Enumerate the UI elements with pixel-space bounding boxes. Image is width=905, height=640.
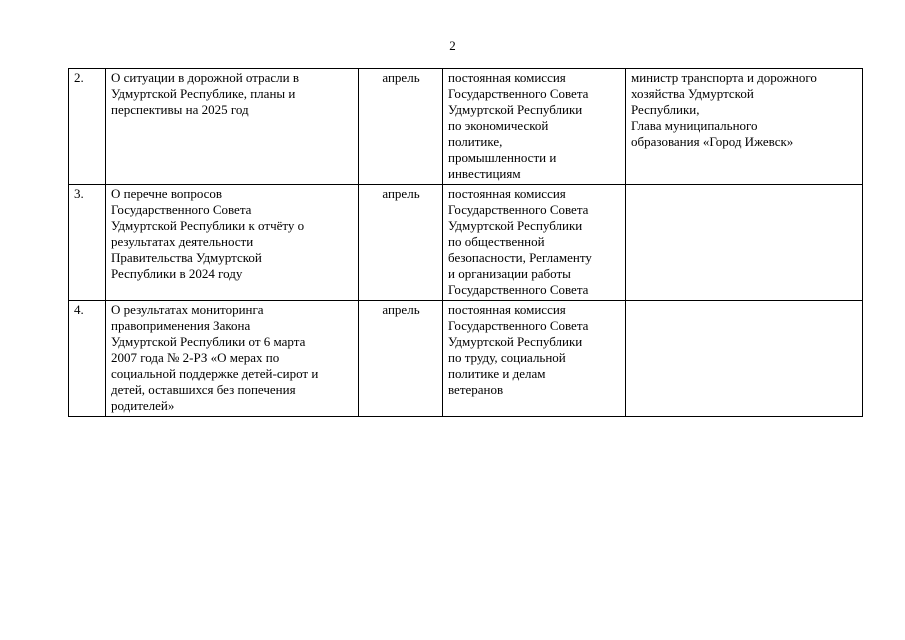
speaker-line: Республики, (631, 102, 700, 117)
topic-cell (106, 69, 359, 185)
topic-line: социальной поддержке детей-сирот и (111, 366, 319, 381)
topic-line: правоприменения Закона (111, 318, 251, 333)
topic-line: О результатах мониторинга (111, 302, 264, 317)
speaker-line: Глава муниципального (631, 118, 758, 133)
topic-cell (106, 301, 359, 417)
responsible-line: и организации работы (448, 266, 571, 281)
responsible-line: Удмуртской Республики (448, 218, 583, 233)
row-number-cell (69, 301, 106, 417)
table-row (69, 301, 863, 417)
topic-line: Удмуртской Республики от 6 марта (111, 334, 306, 349)
responsible-line: промышленности и (448, 150, 557, 165)
agenda-table (68, 68, 863, 417)
responsible-line: политике, (448, 134, 503, 149)
row-number-cell (69, 185, 106, 301)
topic-line: родителей» (111, 398, 175, 413)
topic-line: Удмуртской Республики к отчёту о (111, 218, 305, 233)
row-number: 3. (74, 186, 84, 201)
row-number: 4. (74, 302, 84, 317)
responsible-cell (443, 301, 626, 417)
responsible-line: Государственного Совета (448, 202, 589, 217)
month: апрель (382, 70, 420, 85)
table-row (69, 69, 863, 185)
speakers-cell (626, 301, 863, 417)
row-number-cell (69, 69, 106, 185)
responsible-line: постоянная комиссия (448, 302, 566, 317)
topic-line: Государственного Совета (111, 202, 252, 217)
responsible-line: безопасности, Регламенту (448, 250, 592, 265)
responsible-line: постоянная комиссия (448, 70, 566, 85)
speaker-line: министр транспорта и дорожного (631, 70, 817, 85)
responsible-line: ветеранов (448, 382, 504, 397)
topic-line: Правительства Удмуртской (111, 250, 262, 265)
responsible-line: Удмуртской Республики (448, 334, 583, 349)
topic-line: Удмуртской Республике, планы и (111, 86, 296, 101)
speaker-line: образования «Город Ижевск» (631, 134, 794, 149)
topic-line: результатах деятельности (111, 234, 254, 249)
responsible-line: по общественной (448, 234, 545, 249)
responsible-line: Удмуртской Республики (448, 102, 583, 117)
page-number: 2 (449, 38, 456, 53)
responsible-line: инвестициям (448, 166, 521, 181)
responsible-cell (443, 69, 626, 185)
topic-line: О перечне вопросов (111, 186, 223, 201)
topic-line: Республики в 2024 году (111, 266, 243, 281)
month-cell (359, 69, 443, 185)
table-row (69, 185, 863, 301)
responsible-line: постоянная комиссия (448, 186, 566, 201)
topic-line: 2007 года № 2-РЗ «О мерах по (111, 350, 280, 365)
responsible-line: Государственного Совета (448, 86, 589, 101)
month: апрель (382, 186, 420, 201)
responsible-line: Государственного Совета (448, 318, 589, 333)
responsible-line: по труду, социальной (448, 350, 566, 365)
responsible-cell (443, 185, 626, 301)
row-number: 2. (74, 70, 84, 85)
responsible-line: Государственного Совета (448, 282, 589, 297)
speaker-line: хозяйства Удмуртской (631, 86, 754, 101)
speakers-cell (626, 185, 863, 301)
month-cell (359, 301, 443, 417)
speakers-cell (626, 69, 863, 185)
topic-line: детей, оставшихся без попечения (111, 382, 296, 397)
month: апрель (382, 302, 420, 317)
topic-line: О ситуации в дорожной отрасли в (111, 70, 299, 85)
topic-cell (106, 185, 359, 301)
topic-line: перспективы на 2025 год (111, 102, 249, 117)
month-cell (359, 185, 443, 301)
responsible-line: политике и делам (448, 366, 546, 381)
responsible-line: по экономической (448, 118, 549, 133)
